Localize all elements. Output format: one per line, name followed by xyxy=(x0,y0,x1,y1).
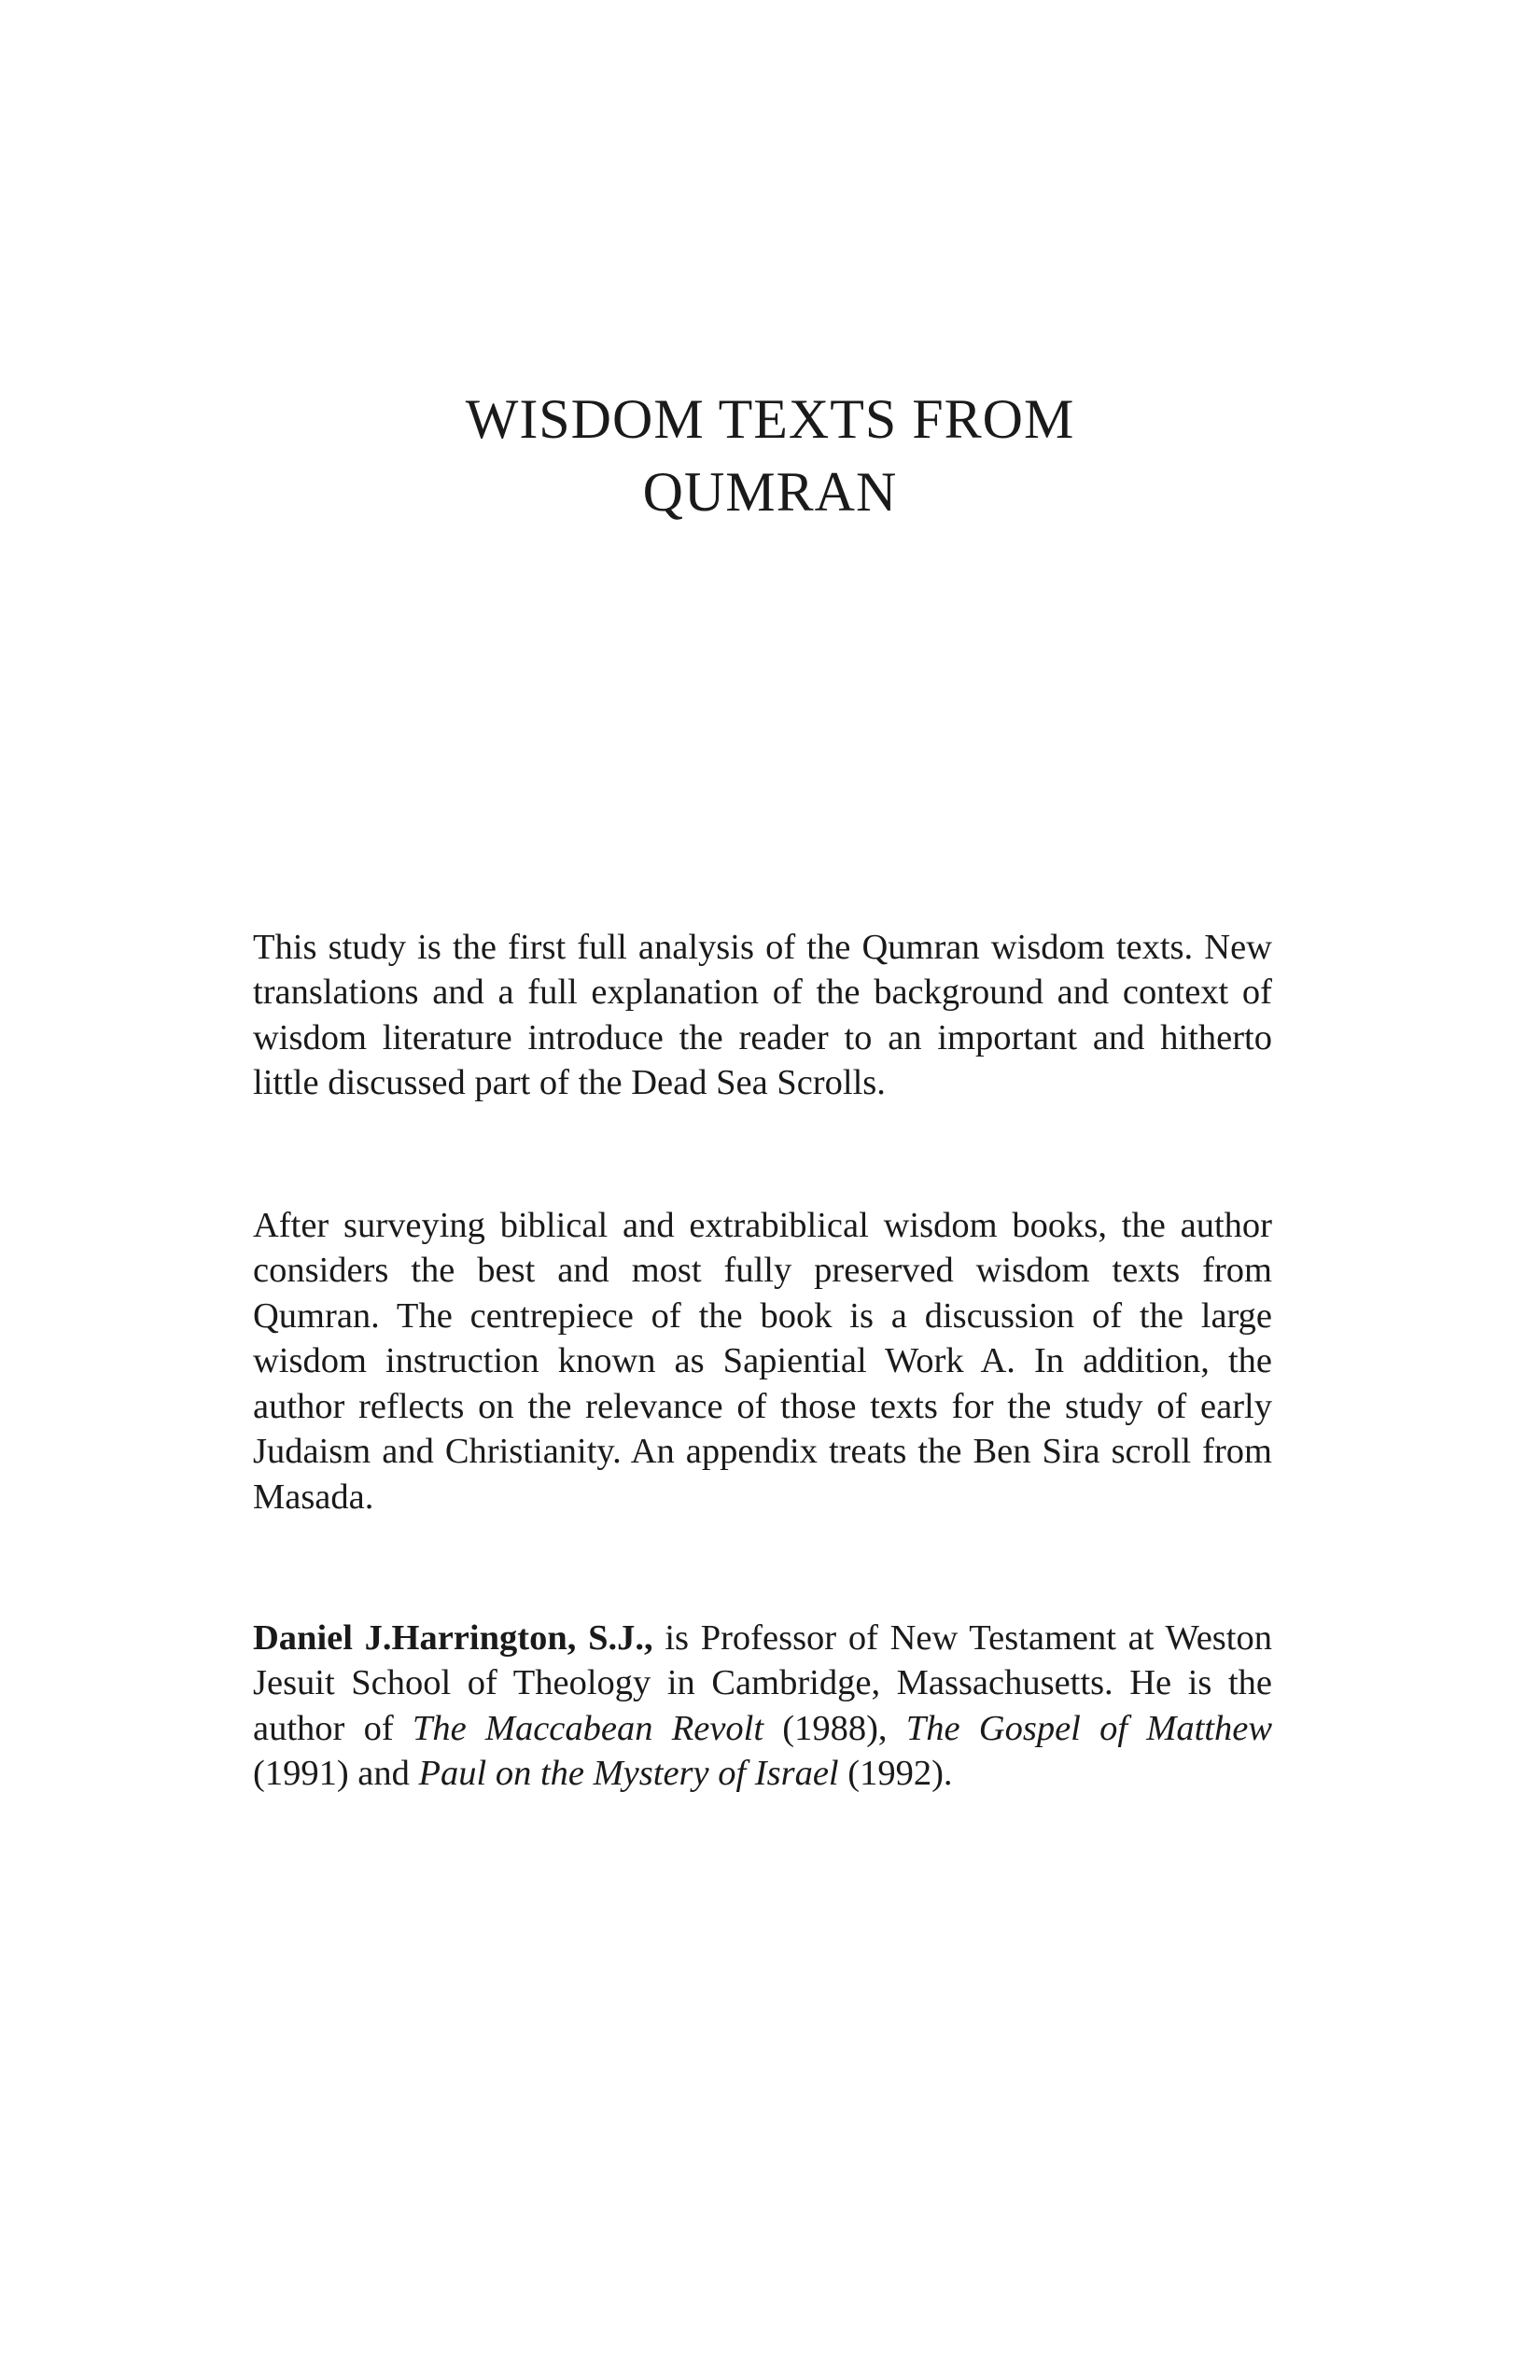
book-title-2: The Gospel of Matthew xyxy=(905,1708,1272,1748)
bio-text-3: (1991) and xyxy=(253,1754,419,1793)
bio-text-2: (1988), xyxy=(763,1708,906,1748)
title-line-2: QUMRAN xyxy=(642,461,898,523)
book-title xyxy=(0,383,1540,528)
book-title-1: The Maccabean Revolt xyxy=(412,1708,764,1748)
bio-text-4: (1992). xyxy=(838,1754,953,1793)
title-line-1: WISDOM TEXTS FROM xyxy=(465,388,1075,450)
bio-text-1: is Professor of New Testament at Weston Jesuit School of Theology in Cambridge, Massachusetts. He is the author of xyxy=(253,1617,1272,1748)
blurb-paragraph-1: This study is the first full analysis of the Qumran wisdom texts. New translations and a full explanation of the background and context of wisdom literature introduce the reader to an important and hitherto little discussed part of the Dead Sea Scrolls. xyxy=(253,927,1272,1102)
book-title-3: Paul on the Mystery of Israel xyxy=(418,1754,839,1793)
author-name: Daniel J.Harrington, S.J., xyxy=(253,1617,653,1658)
author-bio xyxy=(253,1616,1272,1797)
blurb-paragraph-2: After surveying biblical and extrabiblical wisdom books, the author considers the best and most fully preserved wisdom texts from Qumran. The centrepiece of the book is a discussion of the large wisdom instruction known as Sapiential Work A. In addition, the author reflects on the relevance of those texts for the study of early Judaism and Christianity. An appendix treats the Ben Sira scroll from Masada. xyxy=(253,1205,1272,1517)
